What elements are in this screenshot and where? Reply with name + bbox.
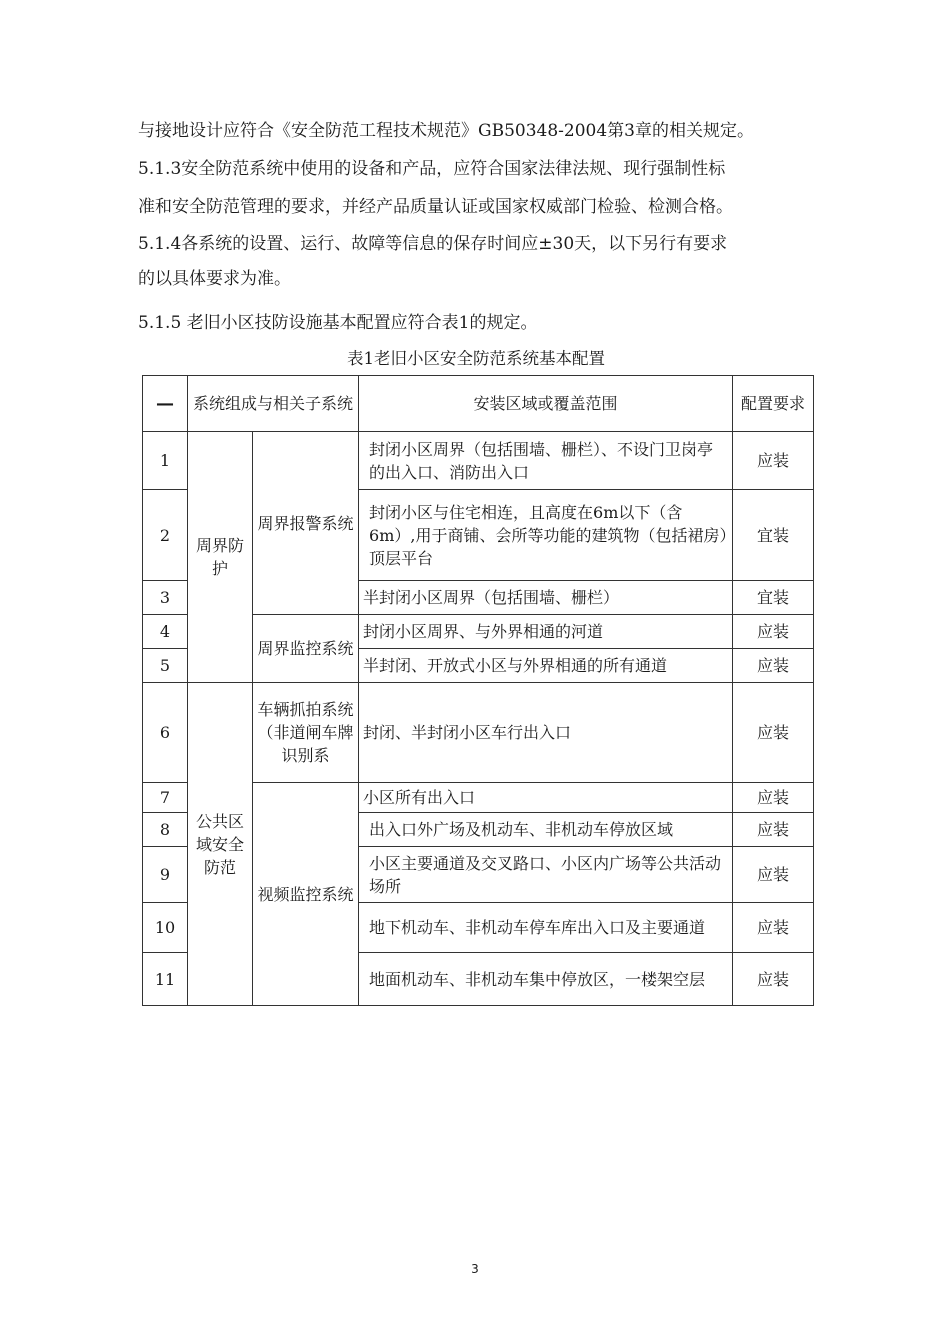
group-perimeter: 周界防护 (188, 432, 253, 683)
row-no: 3 (143, 581, 188, 615)
row-area: 半封闭、开放式小区与外界相通的所有通道 (359, 649, 733, 683)
row-requirement: 应装 (733, 432, 814, 490)
row-area: 封闭小区周界（包括围墙、栅栏）、不设门卫岗亭的出入口、消防出入口 (359, 432, 733, 490)
paragraph-line-2: 5.1.3安全防范系统中使用的设备和产品，应符合国家法律法规、现行强制性标 (138, 159, 726, 179)
subsystem-video-monitor: 视频监控系统 (253, 783, 359, 1006)
subsystem-vehicle-capture: 车辆抓拍系统（非道闸车牌识别系 (253, 683, 359, 783)
header-system: 系统组成与相关子系统 (188, 376, 359, 432)
row-area: 半封闭小区周界（包括围墙、栅栏） (359, 581, 733, 615)
row-requirement: 宜装 (733, 490, 814, 581)
row-requirement: 应装 (733, 615, 814, 649)
row-no: 9 (143, 847, 188, 903)
table-header-row (143, 376, 814, 432)
row-no: 2 (143, 490, 188, 581)
subsystem-perimeter-monitor: 周界监控系统 (253, 615, 359, 683)
row-area: 地面机动车、非机动车集中停放区，一楼架空层 (359, 953, 733, 1006)
row-area: 封闭、半封闭小区车行出入口 (359, 683, 733, 783)
header-requirement: 配置要求 (733, 376, 814, 432)
row-no: 6 (143, 683, 188, 783)
row-area: 出入口外广场及机动车、非机动车停放区域 (359, 813, 733, 847)
row-no: 7 (143, 783, 188, 813)
row-requirement: 应装 (733, 649, 814, 683)
paragraph-line-4: 5.1.4各系统的设置、运行、故障等信息的保存时间应±30天，以下另行有要求 (138, 234, 728, 254)
row-no: 4 (143, 615, 188, 649)
row-no: 8 (143, 813, 188, 847)
row-no: 1 (143, 432, 188, 490)
row-requirement: 应装 (733, 683, 814, 783)
row-requirement: 应装 (733, 783, 814, 813)
row-area: 地下机动车、非机动车停车库出入口及主要通道 (359, 903, 733, 953)
row-requirement: 应装 (733, 903, 814, 953)
paragraph-line-1: 与接地设计应符合《安全防范工程技术规范》GB50348-2004第3章的相关规定。 (138, 121, 754, 141)
row-requirement: 应装 (733, 813, 814, 847)
row-area: 小区所有出入口 (359, 783, 733, 813)
table-caption: 表1老旧小区安全防范系统基本配置 (347, 349, 605, 368)
row-no: 10 (143, 903, 188, 953)
row-requirement: 宜装 (733, 581, 814, 615)
row-area: 封闭小区周界、与外界相通的河道 (359, 615, 733, 649)
row-no: 5 (143, 649, 188, 683)
row-area: 小区主要通道及交叉路口、小区内广场等公共活动场所 (359, 847, 733, 903)
header-no: — (143, 376, 188, 432)
subsystem-perimeter-alarm: 周界报警系统 (253, 432, 359, 615)
row-area: 封闭小区与住宅相连，且高度在6m以下（含6m）,用于商铺、会所等功能的建筑物（包括裙房）顶层平台 (359, 490, 733, 581)
header-area: 安装区域或覆盖范围 (359, 376, 733, 432)
config-table (142, 375, 814, 1006)
paragraph-line-5: 的以具体要求为准。 (138, 269, 291, 289)
group-public: 公共区域安全防范 (188, 683, 253, 1006)
paragraph-line-6: 5.1.5 老旧小区技防设施基本配置应符合表1的规定。 (138, 313, 538, 333)
table-row (143, 432, 814, 490)
row-no: 11 (143, 953, 188, 1006)
table-row (143, 683, 814, 783)
paragraph-line-3: 准和安全防范管理的要求，并经产品质量认证或国家权威部门检验、检测合格。 (138, 197, 733, 217)
row-requirement: 应装 (733, 847, 814, 903)
page-number: 3 (471, 1262, 479, 1276)
row-requirement: 应装 (733, 953, 814, 1006)
